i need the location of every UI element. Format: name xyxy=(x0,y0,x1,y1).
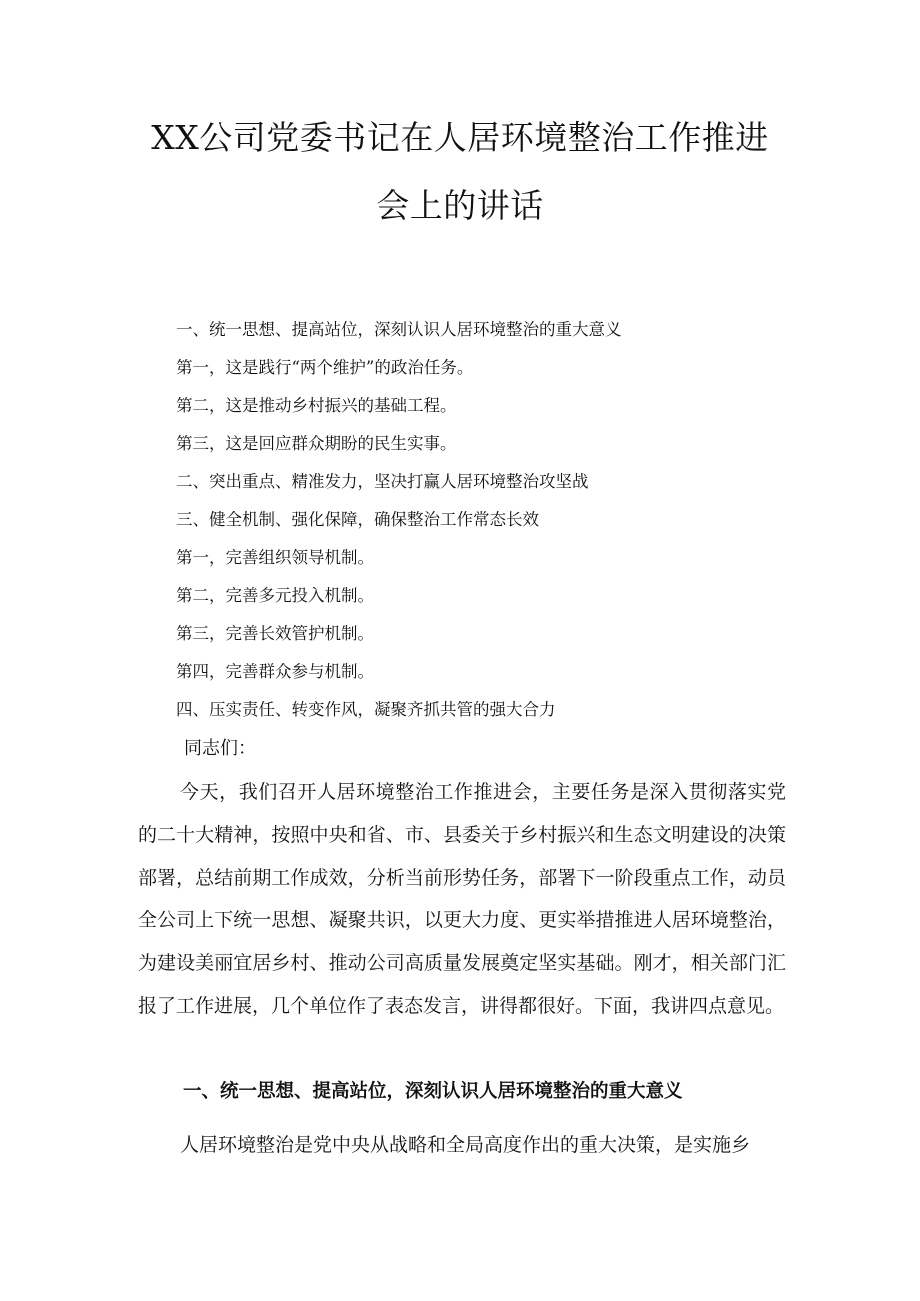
outline-item: 一、统一思想、提高站位，深刻认识人居环境整治的重大意义 xyxy=(176,320,622,339)
document-title-line-1: XX公司党委书记在人居环境整治工作推进 xyxy=(151,118,769,157)
outline-item: 第三，完善长效管护机制。 xyxy=(176,624,374,643)
intro-paragraph: 今天，我们召开人居环境整治工作推进会，主要任务是深入贯彻落实党的二十大精神，按照中央和省、市、县委关于乡村振兴和生态文明建设的决策部署，总结前期工作成效，分析当前形势任务，部署下一阶段重点工作，动员全公司上下统一思想、凝聚共识，以更大力度、更实举措推进人居环境整治，为建设美丽宜居乡村、推动公司高质量发展奠定坚实基础。刚才，相关部门汇报了工作进展，几个单位作了表态发言，讲得都很好。下面，我讲四点意见。 xyxy=(138,781,786,1017)
outline-item: 第二，完善多元投入机制。 xyxy=(176,586,374,605)
outline-item: 二、突出重点、精准发力，坚决打赢人居环境整治攻坚战 xyxy=(176,472,589,491)
section-1-paragraph: 人居环境整治是党中央从战略和全局高度作出的重大决策，是实施乡 xyxy=(180,1134,751,1156)
outline-item: 第四，完善群众参与机制。 xyxy=(176,662,374,681)
outline-item: 第一，这是践行“两个维护”的政治任务。 xyxy=(176,358,474,377)
outline-item: 第三，这是回应群众期盼的民生实事。 xyxy=(176,434,457,453)
outline-item: 四、压实责任、转变作风，凝聚齐抓共管的强大合力 xyxy=(176,700,556,719)
greeting: 同志们： xyxy=(184,738,256,759)
section-1-heading: 一、统一思想、提高站位，深刻认识人居环境整治的重大意义 xyxy=(183,1081,683,1102)
outline-item: 三、健全机制、强化保障，确保整治工作常态长效 xyxy=(176,510,539,529)
document-title-line-2: 会上的讲话 xyxy=(376,186,544,225)
outline-item: 第一，完善组织领导机制。 xyxy=(176,548,374,567)
outline-list xyxy=(176,318,796,736)
outline-item: 第二，这是推动乡村振兴的基础工程。 xyxy=(176,396,457,415)
